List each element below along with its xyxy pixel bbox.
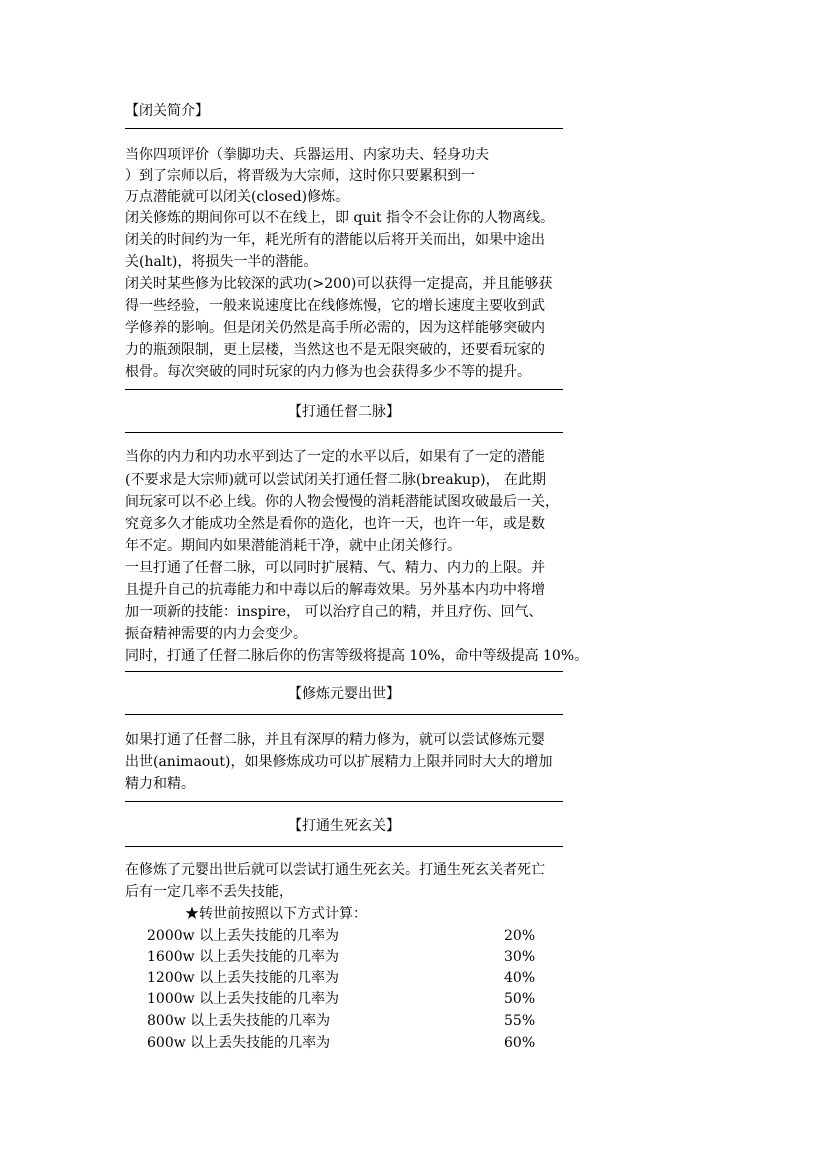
section-title-animaout: 【修炼元婴出世】	[288, 686, 400, 702]
text-line: 一旦打通了任督二脉，可以同时扩展精、气、精力、内力的上限。并	[125, 560, 545, 576]
text-line: 精力和精。	[125, 776, 195, 792]
rate-row	[147, 1011, 536, 1032]
text-line: 在修炼了元婴出世后就可以尝试打通生死玄关。打通生死玄关者死亡	[125, 862, 545, 878]
rate-label: 1200w 以上丢失技能的几率为	[147, 970, 340, 986]
rate-value: 40%	[504, 970, 536, 986]
text-line: 万点潜能就可以闭关(closed)修炼。	[125, 189, 350, 205]
divider	[125, 714, 563, 715]
text-line: 年不定。期间内如果潜能消耗干净，就中止闭关修行。	[125, 538, 461, 554]
text-line: 同时，打通了任督二脉后你的伤害等级将提高 10%，命中等级提高 10%。	[125, 648, 589, 664]
text-line: 闭关时某些修为比较深的武功(>200)可以获得一定提高，并且能够获	[125, 276, 553, 292]
divider	[125, 846, 563, 847]
divider	[125, 671, 563, 672]
rate-row	[147, 947, 536, 968]
divider	[125, 801, 563, 802]
rate-label: 1000w 以上丢失技能的几率为	[147, 991, 340, 1007]
text-line: (不要求是大宗师)就可以尝试闭关打通任督二脉(breakup)， 在此期	[125, 472, 547, 488]
rate-value: 60%	[504, 1035, 536, 1051]
rate-row	[147, 968, 536, 989]
text-line: 出世(animaout)，如果修炼成功可以扩展精力上限并同时大大的增加	[125, 754, 553, 770]
text-line: 间玩家可以不必上线。你的人物会慢慢的消耗潜能试图攻破最后一关，	[125, 494, 559, 510]
text-line: ）到了宗师以后，将晋级为大宗师，这时你只要累积到一	[125, 168, 475, 184]
rate-label: 800w 以上丢失技能的几率为	[147, 1013, 331, 1029]
rate-row	[147, 1033, 536, 1054]
text-line: 当你四项评价（拳脚功夫、兵器运用、内家功夫、轻身功夫	[125, 147, 489, 163]
section-title-breakup: 【打通任督二脉】	[288, 404, 400, 420]
text-line: 如果打通了任督二脉，并且有深厚的精力修为，就可以尝试修炼元婴	[125, 732, 545, 748]
rate-value: 20%	[504, 928, 536, 944]
rate-row	[147, 926, 536, 947]
section-title-closed: 【闭关简介】	[125, 103, 209, 119]
rate-value: 55%	[504, 1013, 536, 1029]
text-line: 且提升自己的抗毒能力和中毒以后的解毒效果。另外基本内功中将增	[125, 582, 545, 598]
text-line: 闭关的时间约为一年，耗光所有的潜能以后将开关而出，如果中途出	[125, 232, 545, 248]
rate-value: 50%	[504, 991, 536, 1007]
text-line: 究竟多久才能成功全然是看你的造化，也许一天，也许一年，或是数	[125, 516, 545, 532]
rate-label: 1600w 以上丢失技能的几率为	[147, 949, 340, 965]
text-line: 力的瓶颈限制，更上层楼，当然这也不是无限突破的，还要看玩家的	[125, 342, 545, 358]
text-line: 当你的内力和内功水平到达了一定的水平以后，如果有了一定的潜能	[125, 449, 545, 465]
text-line: 加一项新的技能：inspire， 可以治疗自己的精，并且疗伤、回气、	[125, 604, 543, 620]
text-line: 学修养的影响。但是闭关仍然是高手所必需的，因为这样能够突破内	[125, 320, 545, 336]
rate-row	[147, 989, 536, 1010]
text-line: 闭关修炼的期间你可以不在线上，即 quit 指令不会让你的人物离线。	[125, 210, 554, 226]
rate-label: 600w 以上丢失技能的几率为	[147, 1035, 331, 1051]
text-line: 关(halt)，将损失一半的潜能。	[125, 254, 318, 270]
divider	[125, 389, 563, 390]
rate-label: 2000w 以上丢失技能的几率为	[147, 928, 340, 944]
section-title-death: 【打通生死玄关】	[288, 818, 400, 834]
divider	[125, 432, 563, 433]
text-line: 后有一定几率不丢失技能，	[125, 884, 293, 900]
divider	[125, 128, 563, 129]
text-line: 得一些经验，一般来说速度比在线修炼慢，它的增长速度主要收到武	[125, 298, 545, 314]
rate-value: 30%	[504, 949, 536, 965]
calc-heading: ★转世前按照以下方式计算：	[185, 906, 367, 922]
text-line: 振奋精神需要的内力会变少。	[125, 626, 307, 642]
text-line: 根骨。每次突破的同时玩家的内力修为也会获得多少不等的提升。	[125, 364, 531, 380]
